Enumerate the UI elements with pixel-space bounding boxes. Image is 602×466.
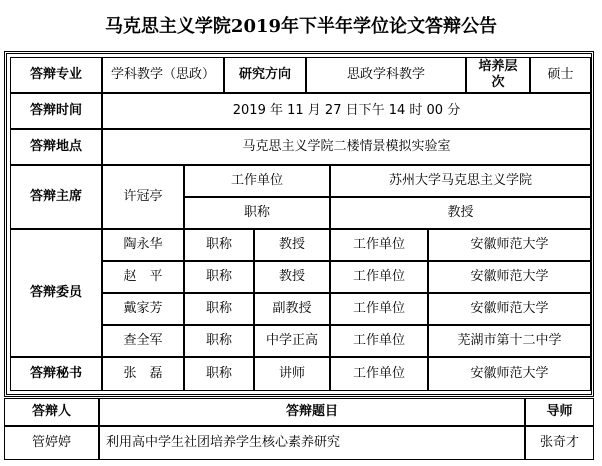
- chair-unit-value: 苏州大学马克思主义学院: [330, 165, 591, 197]
- major-label: 答辩专业: [10, 57, 102, 93]
- degree-level-label: 培养层次: [466, 57, 530, 93]
- defendant-name: 管婷婷: [4, 426, 99, 460]
- member-title-label: 职称: [184, 293, 254, 325]
- defense-time-value: 2019 年 11 月 27 日下午 14 时 00 分: [102, 93, 591, 129]
- member-name: 查全军: [102, 325, 184, 357]
- research-direction-label: 研究方向: [224, 57, 306, 93]
- defense-place-label: 答辩地点: [10, 129, 102, 165]
- degree-level-value: 硕士: [530, 57, 591, 93]
- defendant-header: 答辩人: [4, 398, 99, 426]
- secretary-label: 答辩秘书: [10, 357, 102, 391]
- advisor-name: 张奇才: [525, 426, 594, 460]
- member-unit-label: 工作单位: [330, 293, 428, 325]
- secretary-title-label: 职称: [184, 357, 254, 391]
- thesis-topic: 利用高中学生社团培养学生核心素养研究: [99, 426, 525, 460]
- member-title: 中学正高: [254, 325, 330, 357]
- member-unit: 芜湖市第十二中学: [428, 325, 591, 357]
- defense-time-label: 答辩时间: [10, 93, 102, 129]
- member-unit-label: 工作单位: [330, 261, 428, 293]
- member-unit: 安徽师范大学: [428, 261, 591, 293]
- chair-title-label: 职称: [184, 197, 330, 229]
- chair-label: 答辩主席: [10, 165, 102, 229]
- page-title: 马克思主义学院2019年下半年学位论文答辩公告: [104, 16, 498, 37]
- info-table: [4, 51, 594, 397]
- chair-name: 许冠亭: [102, 165, 184, 229]
- member-title: 副教授: [254, 293, 330, 325]
- committee-members-label: 答辩委员: [10, 229, 102, 357]
- member-unit-label: 工作单位: [330, 229, 428, 261]
- member-name: 戴家芳: [102, 293, 184, 325]
- secretary-unit-label: 工作单位: [330, 357, 428, 391]
- member-title-label: 职称: [184, 229, 254, 261]
- research-direction-value: 思政学科教学: [306, 57, 466, 93]
- defense-list-table: [4, 398, 594, 462]
- member-title: 教授: [254, 229, 330, 261]
- member-title: 教授: [254, 261, 330, 293]
- member-title-label: 职称: [184, 261, 254, 293]
- advisor-header: 导师: [525, 398, 594, 426]
- member-title-label: 职称: [184, 325, 254, 357]
- secretary-unit: 安徽师范大学: [428, 357, 591, 391]
- member-name: 赵 平: [102, 261, 184, 293]
- secretary-title: 讲师: [254, 357, 330, 391]
- member-name: 陶永华: [102, 229, 184, 261]
- major-value: 学科教学（思政）: [102, 57, 224, 93]
- defense-place-value: 马克思主义学院二楼情景模拟实验室: [102, 129, 591, 165]
- chair-unit-label: 工作单位: [184, 165, 330, 197]
- member-unit: 安徽师范大学: [428, 293, 591, 325]
- topic-header: 答辩题目: [99, 398, 525, 426]
- secretary-name: 张 磊: [102, 357, 184, 391]
- member-unit: 安徽师范大学: [428, 229, 591, 261]
- member-unit-label: 工作单位: [330, 325, 428, 357]
- chair-title-value: 教授: [330, 197, 591, 229]
